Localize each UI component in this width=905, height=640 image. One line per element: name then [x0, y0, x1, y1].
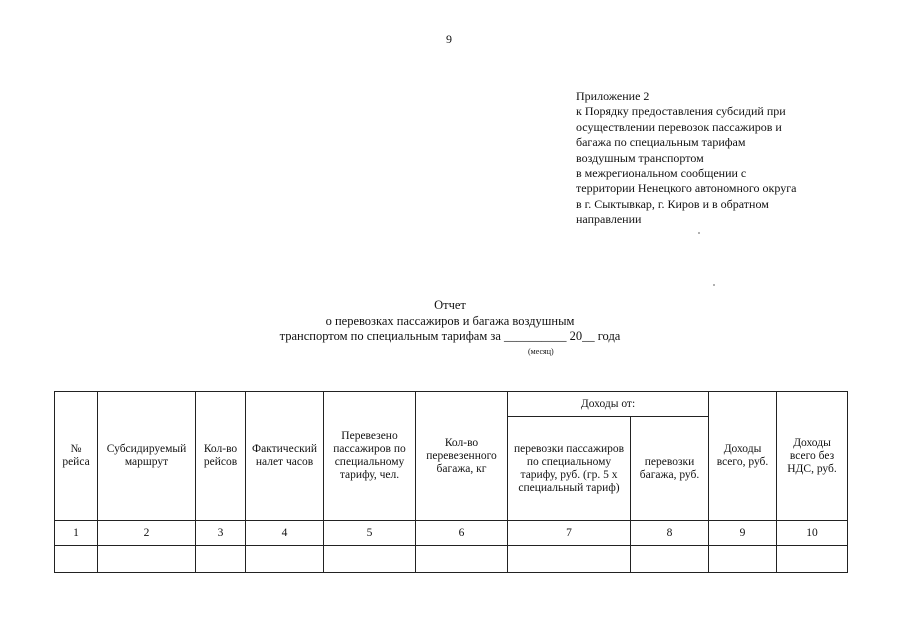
table-cell: [246, 546, 324, 573]
table-cell: [631, 546, 709, 573]
table-cell: [508, 546, 631, 573]
column-number: 10: [777, 521, 848, 546]
header-cell: Фактический налет часов: [246, 392, 324, 521]
column-number: 9: [709, 521, 777, 546]
column-number: 8: [631, 521, 709, 546]
column-number-row: [55, 521, 848, 546]
header-cell: Доходы всего без НДС, руб.: [777, 392, 848, 521]
column-number: 4: [246, 521, 324, 546]
month-hint: (месяц): [528, 347, 554, 356]
report-table: [54, 391, 848, 573]
appendix-line: багажа по специальным тарифам: [576, 135, 746, 150]
table-cell: [55, 546, 98, 573]
header-cell: Кол-во рейсов: [196, 392, 246, 521]
column-number: 1: [55, 521, 98, 546]
table-cell: [709, 546, 777, 573]
scan-speck: [713, 284, 715, 286]
column-number: 5: [324, 521, 416, 546]
appendix-line: к Порядку предоставления субсидий при: [576, 104, 786, 119]
table-row: [55, 546, 848, 573]
table-cell: [196, 546, 246, 573]
appendix-line: направлении: [576, 212, 642, 227]
table-cell: [777, 546, 848, 573]
header-group-cell: Доходы от:: [508, 392, 709, 417]
appendix-line: в г. Сыктывкар, г. Киров и в обратном: [576, 196, 769, 211]
appendix-line: территории Ненецкого автономного округа: [576, 181, 797, 196]
header-cell: Кол-во перевезенного багажа, кг: [416, 392, 508, 521]
column-number: 6: [416, 521, 508, 546]
report-title: Отчет: [434, 298, 466, 312]
header-cell: Субсидируемый маршрут: [98, 392, 196, 521]
appendix-line: Приложение 2: [576, 89, 650, 103]
table-cell: [324, 546, 416, 573]
header-cell: № рейса: [55, 392, 98, 521]
report-title-block: [200, 298, 700, 345]
appendix-line: воздушным транспортом: [576, 150, 704, 165]
column-number: 7: [508, 521, 631, 546]
header-cell: перевозки багажа, руб.: [631, 417, 709, 521]
table-cell: [98, 546, 196, 573]
header-cell: Перевезено пассажиров по специальному тарифу, чел.: [324, 392, 416, 521]
column-number: 2: [98, 521, 196, 546]
report-period-line: транспортом по специальным тарифам за __________ 20__ года: [279, 329, 621, 343]
appendix-block: [576, 89, 876, 228]
header-cell: перевозки пассажиров по специальному тарифу, руб. (гр. 5 х специальный тариф): [508, 417, 631, 521]
table-header-row: [55, 392, 848, 417]
scan-speck: [698, 232, 700, 234]
page-number: 9: [446, 32, 452, 46]
column-number: 3: [196, 521, 246, 546]
header-cell: Доходы всего, руб.: [709, 392, 777, 521]
appendix-line: в межрегиональном сообщении с: [576, 166, 747, 181]
table-cell: [416, 546, 508, 573]
report-subtitle-line: о перевозках пассажиров и багажа воздушным: [325, 313, 575, 328]
appendix-line: осуществлении перевозок пассажиров и: [576, 119, 782, 134]
